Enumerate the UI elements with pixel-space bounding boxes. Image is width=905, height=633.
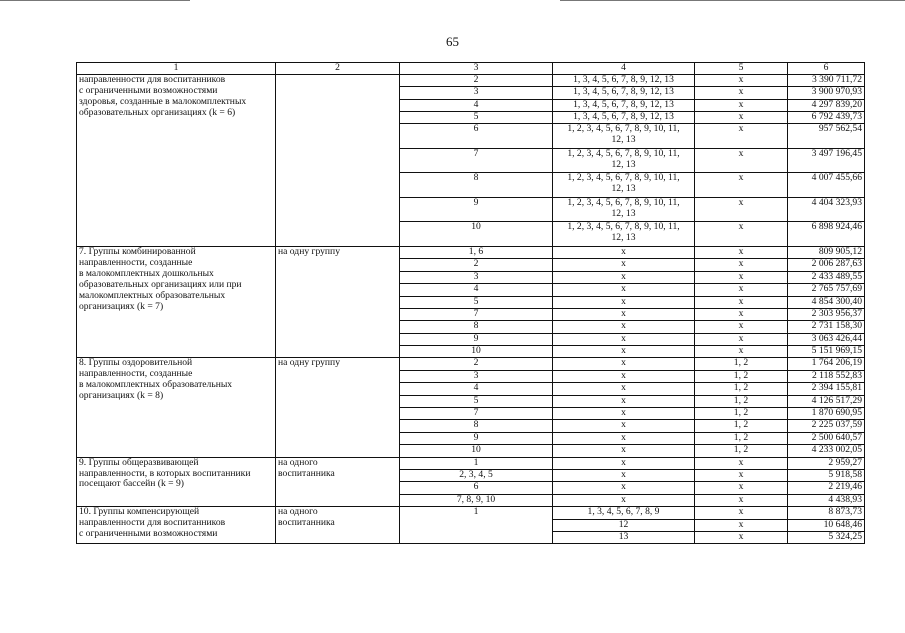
cell-col3: 2 (400, 259, 553, 271)
cell-col4: x (553, 494, 695, 506)
cell-col3: 8 (400, 420, 553, 432)
cell-col5: x (695, 222, 788, 247)
cell-col4: 12 (553, 519, 695, 531)
cell-col5: x (695, 519, 788, 531)
cell-col5: x (695, 197, 788, 222)
cell-col5: 1, 2 (695, 395, 788, 407)
cell-col6: 2 959,27 (788, 457, 865, 469)
cell-col3: 5 (400, 296, 553, 308)
cell-col5: x (695, 507, 788, 519)
cell-col6: 3 063 426,44 (788, 333, 865, 345)
group-name: 7. Группы комбинированной направленности, созданные в малокомплектных дошкольных образовательных организациях или при малокомплектных образовательных организациях (k = 7) (77, 246, 276, 358)
cell-col4: x (553, 445, 695, 457)
cell-col5: 1, 2 (695, 358, 788, 370)
cell-col3: 6 (400, 482, 553, 494)
cell-col5: x (695, 308, 788, 320)
cell-col4: x (553, 457, 695, 469)
cell-col3: 8 (400, 321, 553, 333)
cell-col4: 1, 2, 3, 4, 5, 6, 7, 8, 9, 10, 11, 12, 13 (553, 173, 695, 198)
cell-col3: 2, 3, 4, 5 (400, 470, 553, 482)
cell-col4: x (553, 321, 695, 333)
cell-col4: 1, 3, 4, 5, 6, 7, 8, 9 (553, 507, 695, 519)
table-row (77, 457, 865, 469)
cell-col6: 2 433 489,55 (788, 271, 865, 283)
cell-col6: 4 854 300,40 (788, 296, 865, 308)
cell-col5: x (695, 271, 788, 283)
cell-col4: x (553, 346, 695, 358)
header-col-3: 3 (400, 63, 553, 75)
cell-col3: 3 (400, 370, 553, 382)
cell-col4: x (553, 246, 695, 258)
cell-col6: 2 225 037,59 (788, 420, 865, 432)
group-name: 9. Группы общеразвивающей направленности, в которых воспитанники посещают бассейн (k = 9) (77, 457, 276, 507)
cell-col3: 3 (400, 87, 553, 99)
cell-col5: x (695, 531, 788, 543)
cell-col6: 1 870 690,95 (788, 408, 865, 420)
cell-col5: x (695, 321, 788, 333)
cell-col5: x (695, 346, 788, 358)
top-edge-line (0, 0, 190, 1)
cell-col6: 4 404 323,93 (788, 197, 865, 222)
cell-col3: 6 (400, 124, 553, 149)
page-number: 65 (446, 34, 459, 49)
top-edge-line-right (560, 0, 905, 1)
cell-col5: x (695, 457, 788, 469)
cell-col6: 809 905,12 (788, 246, 865, 258)
cell-col4: x (553, 284, 695, 296)
cell-col6: 4 126 517,29 (788, 395, 865, 407)
cell-col4: x (553, 408, 695, 420)
cell-col4: x (553, 271, 695, 283)
cell-col3: 5 (400, 395, 553, 407)
cell-col4: x (553, 470, 695, 482)
cell-col5: x (695, 148, 788, 173)
cell-col4: x (553, 432, 695, 444)
cell-col5: 1, 2 (695, 370, 788, 382)
header-col-1: 1 (77, 63, 276, 75)
cell-col3: 9 (400, 197, 553, 222)
cell-col6: 957 562,54 (788, 124, 865, 149)
cell-col4: 1, 2, 3, 4, 5, 6, 7, 8, 9, 10, 11, 12, 13 (553, 148, 695, 173)
cell-col6: 4 007 455,66 (788, 173, 865, 198)
cell-col3: 2 (400, 74, 553, 86)
cell-col3: 4 (400, 383, 553, 395)
cell-col5: x (695, 470, 788, 482)
cell-col3: 10 (400, 346, 553, 358)
cell-col3: 1 (400, 457, 553, 469)
cell-col3: 4 (400, 99, 553, 111)
cell-col4: x (553, 358, 695, 370)
group-name: направленности для воспитанников с ограниченными возможностями здоровья, созданные в малокомплектных образовательных организациях (k = 6) (77, 74, 276, 246)
header-col-4: 4 (553, 63, 695, 75)
cell-col6: 2 765 757,69 (788, 284, 865, 296)
cell-col4: 1, 2, 3, 4, 5, 6, 7, 8, 9, 10, 11, 12, 13 (553, 197, 695, 222)
cell-col4: x (553, 420, 695, 432)
header-col-5: 5 (695, 63, 788, 75)
cell-col3: 1, 6 (400, 246, 553, 258)
cell-col4: 1, 3, 4, 5, 6, 7, 8, 9, 12, 13 (553, 87, 695, 99)
group-unit: на одну группу (276, 246, 400, 358)
cell-col4: 1, 3, 4, 5, 6, 7, 8, 9, 12, 13 (553, 99, 695, 111)
cell-col3: 2 (400, 358, 553, 370)
cell-col4: 1, 2, 3, 4, 5, 6, 7, 8, 9, 10, 11, 12, 13 (553, 124, 695, 149)
cell-col3: 7 (400, 408, 553, 420)
header-col-2: 2 (276, 63, 400, 75)
cell-col6: 4 297 839,20 (788, 99, 865, 111)
cell-col6: 6 792 439,73 (788, 112, 865, 124)
cell-col6: 6 898 924,46 (788, 222, 865, 247)
group-unit: на одну группу (276, 358, 400, 457)
cell-col4: x (553, 482, 695, 494)
cell-col6: 4 438,93 (788, 494, 865, 506)
cell-col4: 1, 3, 4, 5, 6, 7, 8, 9, 12, 13 (553, 74, 695, 86)
header-col-6: 6 (788, 63, 865, 75)
table-row (77, 74, 865, 86)
tariff-table (76, 62, 865, 544)
group-unit: на одного воспитанника (276, 507, 400, 544)
cell-col5: x (695, 482, 788, 494)
cell-col5: x (695, 333, 788, 345)
cell-col6: 2 006 287,63 (788, 259, 865, 271)
cell-col6: 4 233 002,05 (788, 445, 865, 457)
cell-col5: x (695, 74, 788, 86)
cell-col3: 10 (400, 222, 553, 247)
table-row (77, 246, 865, 258)
cell-col3: 5 (400, 112, 553, 124)
cell-col5: x (695, 494, 788, 506)
cell-col6: 2 118 552,83 (788, 370, 865, 382)
cell-col6: 2 394 155,81 (788, 383, 865, 395)
cell-col6: 5 324,25 (788, 531, 865, 543)
cell-col6: 3 390 711,72 (788, 74, 865, 86)
cell-col4: 1, 2, 3, 4, 5, 6, 7, 8, 9, 10, 11, 12, 13 (553, 222, 695, 247)
cell-col3: 9 (400, 432, 553, 444)
cell-col4: x (553, 296, 695, 308)
cell-col5: x (695, 246, 788, 258)
cell-col6: 5 918,58 (788, 470, 865, 482)
cell-col3: 7 (400, 148, 553, 173)
cell-col6: 2 303 956,37 (788, 308, 865, 320)
cell-col5: x (695, 87, 788, 99)
cell-col6: 2 731 158,30 (788, 321, 865, 333)
table-row (77, 507, 865, 519)
cell-col4: x (553, 259, 695, 271)
cell-col6: 2 219,46 (788, 482, 865, 494)
cell-col3: 7, 8, 9, 10 (400, 494, 553, 506)
cell-col6: 8 873,73 (788, 507, 865, 519)
cell-col6: 1 764 206,19 (788, 358, 865, 370)
cell-col5: x (695, 99, 788, 111)
cell-col3: 10 (400, 445, 553, 457)
cell-col6: 2 500 640,57 (788, 432, 865, 444)
cell-col5: x (695, 173, 788, 198)
cell-col3: 4 (400, 284, 553, 296)
cell-col6: 3 900 970,93 (788, 87, 865, 99)
header-row (77, 63, 865, 75)
cell-col5: 1, 2 (695, 408, 788, 420)
cell-col3: 8 (400, 173, 553, 198)
cell-col4: x (553, 370, 695, 382)
cell-col4: x (553, 308, 695, 320)
cell-col5: x (695, 284, 788, 296)
cell-col6: 10 648,46 (788, 519, 865, 531)
cell-col5: x (695, 112, 788, 124)
cell-col3: 7 (400, 308, 553, 320)
group-cell-col3: 1 (400, 507, 553, 544)
cell-col4: x (553, 395, 695, 407)
cell-col5: 1, 2 (695, 445, 788, 457)
group-name: 10. Группы компенсирующей направленности для воспитанников с ограниченными возможностями (77, 507, 276, 544)
cell-col5: 1, 2 (695, 420, 788, 432)
group-unit: на одного воспитанника (276, 457, 400, 507)
cell-col3: 9 (400, 333, 553, 345)
table-row (77, 358, 865, 370)
cell-col3: 3 (400, 271, 553, 283)
cell-col5: 1, 2 (695, 432, 788, 444)
cell-col6: 3 497 196,45 (788, 148, 865, 173)
cell-col6: 5 151 969,15 (788, 346, 865, 358)
group-name: 8. Группы оздоровительной направленности, созданные в малокомплектных образовательных организациях (k = 8) (77, 358, 276, 457)
group-unit (276, 74, 400, 246)
cell-col5: 1, 2 (695, 383, 788, 395)
cell-col4: 13 (553, 531, 695, 543)
cell-col5: x (695, 296, 788, 308)
cell-col4: 1, 3, 4, 5, 6, 7, 8, 9, 12, 13 (553, 112, 695, 124)
cell-col4: x (553, 383, 695, 395)
cell-col5: x (695, 124, 788, 149)
cell-col4: x (553, 333, 695, 345)
cell-col5: x (695, 259, 788, 271)
